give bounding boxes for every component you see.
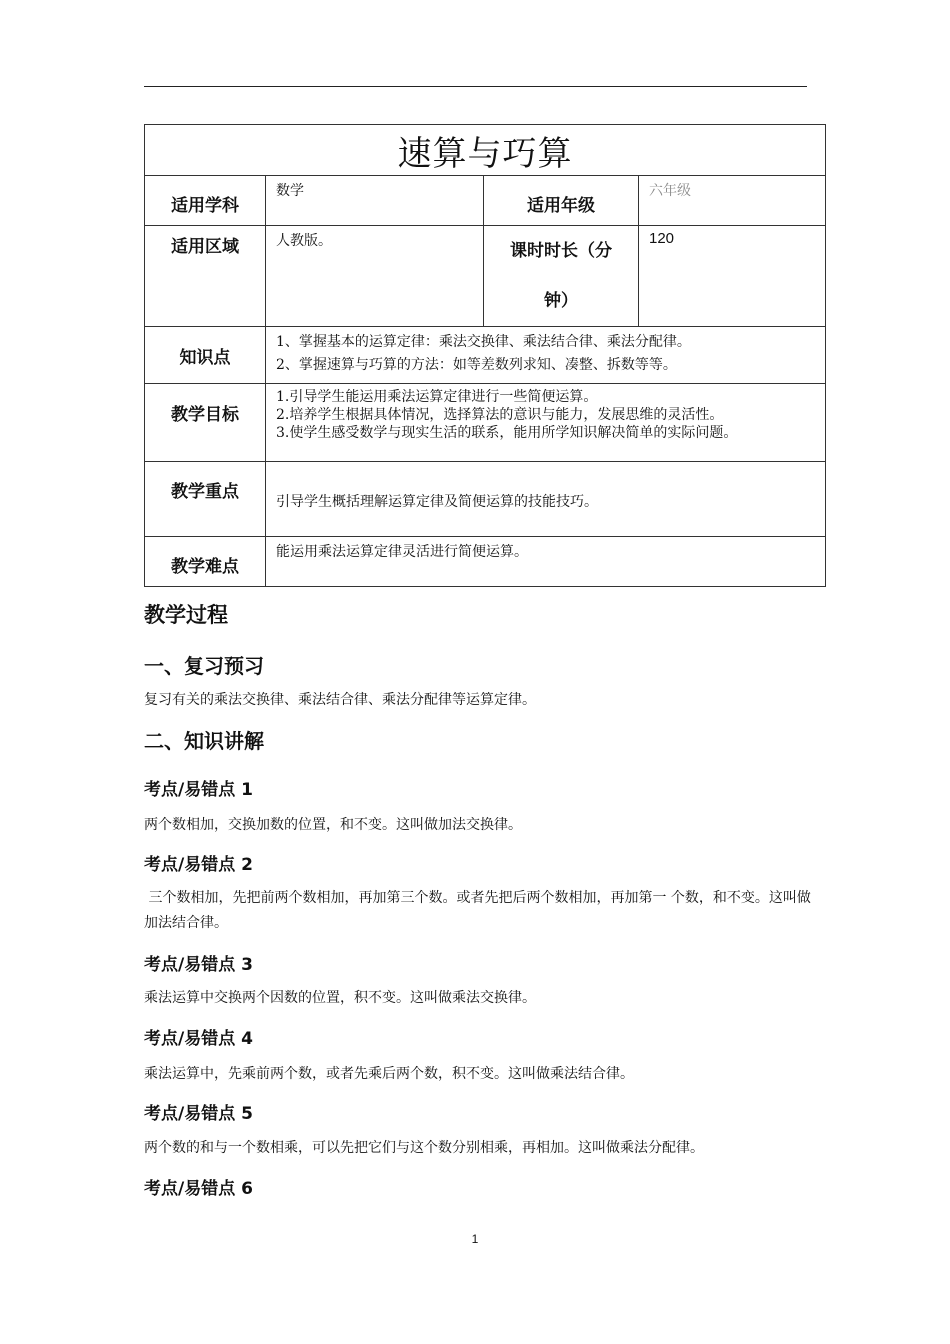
goals-label: 教学目标 [145,384,266,462]
duration-label [484,226,639,327]
knowledge-label: 知识点 [145,327,266,384]
subject-value: 数学 [266,176,484,226]
point-title-2: 考点/易错点 2 [144,855,253,875]
knowledge-item: 1、掌握基本的运算定律：乘法交换律、乘法结合律、乘法分配律。 [276,334,691,350]
duration-label-line2: 钟） [544,291,578,311]
point-text-5: 两个数的和与一个数相乘，可以先把它们与这个数分别相乘，再相加。这叫做乘法分配律。 [144,1140,704,1156]
point-text-2: 三个数相加，先把前两个数相加，再加第三个数。或者先把后两个数相加，再加第一 个数，和不变。这叫做加法结合律。 [144,890,811,931]
goals-list [266,384,826,462]
duration-value: 120 [639,226,826,327]
section2-heading: 二、知识讲解 [144,729,264,753]
difficulty-value: 能运用乘法运算定律灵活进行简便运算。 [266,537,826,587]
duration-label-line1: 课时时长（分 [510,241,612,261]
knowledge-item: 2、掌握速算与巧算的方法：如等差数列求知、凑整、拆数等等。 [276,357,677,373]
header-rule [144,86,807,87]
point-text-3: 乘法运算中交换两个因数的位置，积不变。这叫做乘法交换律。 [144,990,536,1006]
point-text-4: 乘法运算中，先乘前两个数，或者先乘后两个数，积不变。这叫做乘法结合律。 [144,1066,634,1082]
point-text-1: 两个数相加，交换加数的位置，和不变。这叫做加法交换律。 [144,817,522,833]
focus-value: 引导学生概括理解运算定律及简便运算的技能技巧。 [266,462,826,537]
knowledge-points [266,327,826,384]
region-value: 人教版。 [266,226,484,327]
region-label: 适用区域 [145,226,266,327]
subject-label: 适用学科 [145,176,266,226]
process-heading: 教学过程 [144,603,228,627]
goal-item: 2.培养学生根据具体情况，选择算法的意识与能力，发展思维的灵活性。 [276,407,724,423]
point-title-6: 考点/易错点 6 [144,1179,253,1199]
page-number: 1 [471,1232,479,1246]
difficulty-label: 教学难点 [145,537,266,587]
point-title-3: 考点/易错点 3 [144,955,253,975]
section1-text: 复习有关的乘法交换律、乘法结合律、乘法分配律等运算定律。 [144,692,536,708]
point-title-1: 考点/易错点 1 [144,780,253,800]
focus-label: 教学重点 [145,462,266,537]
goal-item: 3.使学生感受数学与现实生活的联系，能用所学知识解决简单的实际问题。 [276,425,738,441]
grade-label: 适用年级 [484,176,639,226]
lesson-title: 速算与巧算 [145,125,826,176]
point-title-4: 考点/易错点 4 [144,1029,253,1049]
goal-item: 1.引导学生能运用乘法运算定律进行一些简便运算。 [276,389,598,405]
grade-value: 六年级 [639,176,826,226]
section1-heading: 一、复习预习 [144,654,264,678]
lesson-info-table [144,124,826,587]
point-title-5: 考点/易错点 5 [144,1104,253,1124]
